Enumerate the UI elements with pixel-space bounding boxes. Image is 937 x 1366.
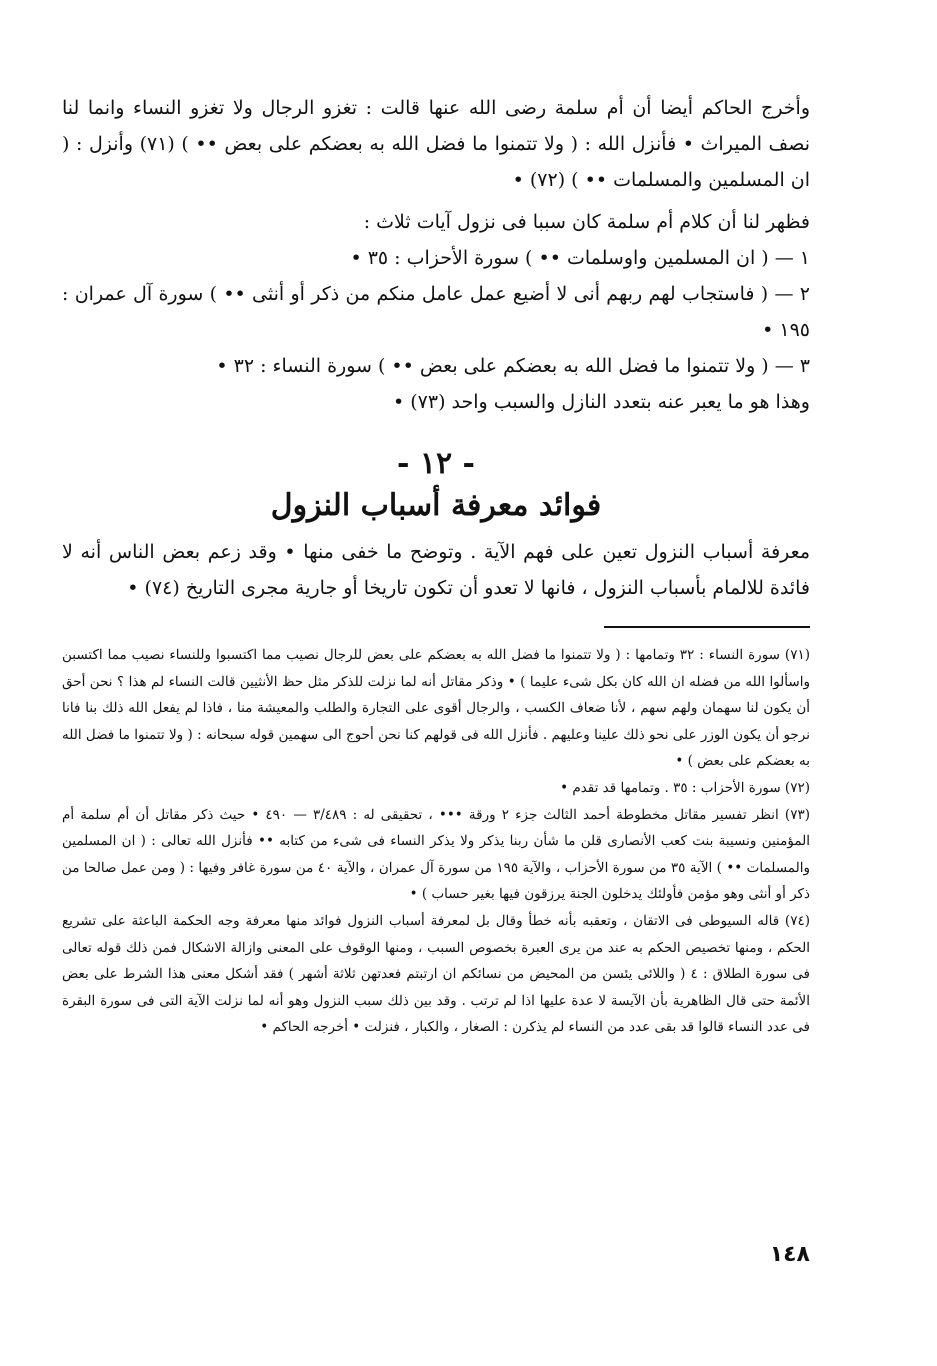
verse-item-2: ٢ — ( فاستجاب لهم ربهم أنى لا أضيع عمل عامل منكم من ذكر أو أنثى •• ) سورة آل عمران : ١٩٥ • bbox=[62, 283, 810, 341]
verse-item-1: ١ — ( ان المسلمين واوسلمات •• ) سورة الأحزاب : ٣٥ • bbox=[350, 247, 810, 269]
closing-line: وهذا هو ما يعبر عنه بتعدد النازل والسبب واحد (٧٣) • bbox=[393, 391, 810, 413]
main-text bbox=[62, 90, 810, 420]
footnote-72: (٧٢) سورة الأحزاب : ٣٥ . وتمامها قد تقدم • bbox=[560, 779, 810, 796]
footnote-73: (٧٣) انظر تفسير مقاتل مخطوطة أحمد الثالث جزء ٢ ورقة ••• ، تحقيقى له : ٣/٤٨٩ — ٤٩٠ • حيث ذكر مقاتل أن أم سلمة أم المؤمنين ونسيبة بنت كعب الأنصارى قلن ما شأن ربنا يذكر ولا يذكر النساء فى شىء من كتابه •• فأنزل الله تعالى : ( ان المسلمين والمسلمات •• ) الآية ٣٥ من سورة الأحزاب ، والآية ١٩٥ من سورة آل عمران ، والآية ٤٠ من سورة غافر وفيها : ( ومن عمل صالحا من ذكر أو أنثى وهو مؤمن فأولئك يدخلون الجنة يرزقون فيها بغير حساب ) • bbox=[62, 806, 810, 903]
footnote-divider bbox=[604, 626, 810, 628]
page-number: ١٤٨ bbox=[769, 1242, 810, 1267]
section-title: فوائد معرفة أسباب النزول bbox=[270, 488, 602, 523]
footnotes bbox=[62, 642, 810, 1041]
intro-paragraph: وأخرج الحاكم أيضا أن أم سلمة رضى الله عنها قالت : تغزو الرجال ولا تغزو النساء وانما لنا نصف الميراث • فأنزل الله : ( ولا تتمنوا ما فضل الله به بعضكم على بعض •• ) (٧١) وأنزل : ( ان المسلمين والمسلمات •• ) (٧٢) • bbox=[62, 97, 810, 191]
footnote-74: (٧٤) قاله السيوطى فى الاتقان ، وتعقبه بأنه خطأ وقال بل لمعرفة أسباب النزول فوائد منها معرفة وجه الحكمة الباعثة على تشريع الحكم ، ومنها تخصيص الحكم به عند من يرى العبرة بخصوص السبب ، ومنها الوقوف على المعنى وازالة الاشكال فمن ذلك قوله تعالى فى سورة الطلاق : ٤ ( واللائى يئسن من المحيض من نسائكم ان ارتبتم فعدتهن ثلاثة أشهر ) فقد أشكل معنى هذا الشرط على بعض الأئمة حتى قال الظاهرية بأن الآيسة لا عدة عليها اذا لم ترتب . وقد بين ذلك سبب النزول وهو أنه لما نزلت الآية التى فى سورة البقرة فى عدد النساء قالوا قد بقى عدد من النساء لم يذكرن : الصغار ، والكبار ، فنزلت • أخرجه الحاكم • bbox=[62, 912, 811, 1036]
section-paragraph: معرفة أسباب النزول تعين على فهم الآية . وتوضح ما خفى منها • وقد زعم بعض الناس أنه لا فائدة للالمام بأسباب النزول ، فانها لا تعدو أن تكون تاريخا أو جارية مجرى التاريخ (٧٤) • bbox=[62, 541, 810, 599]
conclusion-intro: فظهر لنا أن كلام أم سلمة كان سببا فى نزول آيات ثلاث : bbox=[363, 211, 810, 233]
verse-item-3: ٣ — ( ولا تتمنوا ما فضل الله به بعضكم على بعض •• ) سورة النساء : ٣٢ • bbox=[216, 355, 810, 377]
book-page bbox=[62, 90, 810, 1330]
section-number: - ١٢ - bbox=[396, 446, 476, 481]
section-body bbox=[62, 534, 810, 606]
footnote-71: (٧١) سورة النساء : ٣٢ وتمامها : ( ولا تتمنوا ما فضل الله به بعضكم على بعض للرجال نصيب مما اكتسبوا وللنساء نصيب مما اكتسبن واسألوا الله من فضله ان الله كان بكل شىء عليما ) • وذكر مقاتل أنه لما نزلت للذكر مثل حظ الأنثيين قالت النساء لم هذا ؟ نحن أحق أن يكون لنا سهمان ولهم سهم ، لأنا ضعاف الكسب ، والرجال أقوى على التجارة والطلب والمعيشة منا ، فاذا لم يفعل الله ذلك بنا فانا نرجو أن يكون الوزر على نحو ذلك علينا وعليهم . فأنزل الله فى قولهم كنا نحن أحوج الى سهمين قوله سبحانه : ( ولا تتمنوا ما فضل الله به بعضكم على بعض ) • bbox=[62, 647, 810, 770]
